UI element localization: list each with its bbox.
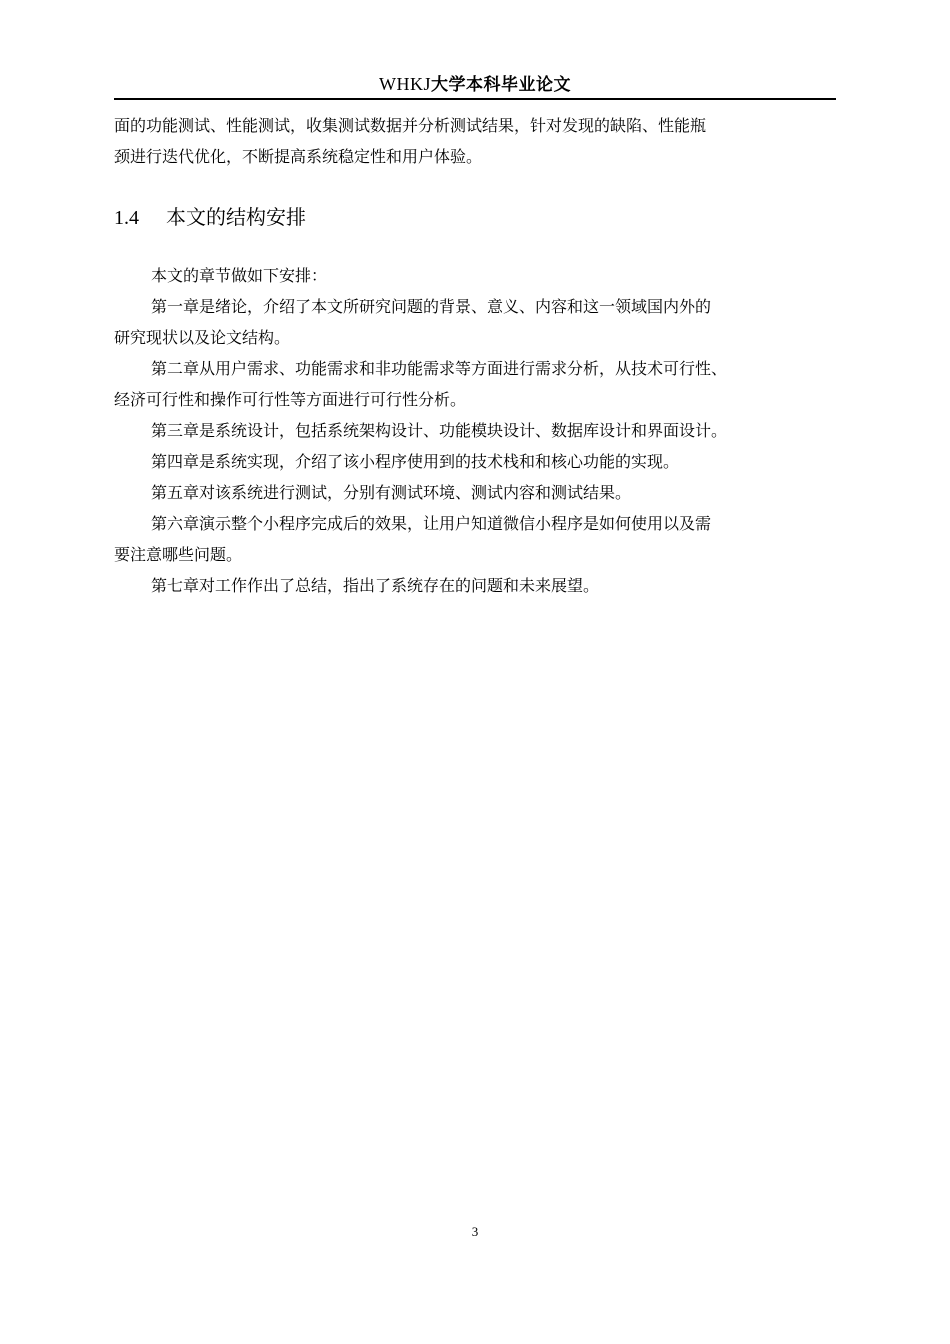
paragraph-line: 要注意哪些问题。 xyxy=(114,545,243,564)
paragraph xyxy=(114,570,836,601)
paragraph-line: 第三章是系统设计，包括系统架构设计、功能模块设计、数据库设计和界面设计。 xyxy=(151,421,728,440)
paragraph xyxy=(114,415,836,446)
page-number: 3 xyxy=(471,1224,479,1239)
section-heading xyxy=(114,200,306,235)
page-header xyxy=(114,70,836,100)
paragraph-line: 第二章从用户需求、功能需求和非功能需求等方面进行需求分析，从技术可行性、 xyxy=(151,359,728,378)
paragraph xyxy=(114,446,836,477)
section-number: 1.4 xyxy=(114,207,139,229)
continued-paragraph xyxy=(114,110,836,172)
paragraph-line: 颈进行迭代优化，不断提高系统稳定性和用户体验。 xyxy=(114,147,483,166)
paragraph-line: 第四章是系统实现，介绍了该小程序使用到的技术栈和和核心功能的实现。 xyxy=(151,452,680,471)
header-title xyxy=(379,75,571,95)
paragraph xyxy=(114,260,836,291)
paragraph xyxy=(114,353,836,384)
paragraph-line: 研究现状以及论文结构。 xyxy=(114,328,291,347)
paragraph-line: 经济可行性和操作可行性等方面进行可行性分析。 xyxy=(114,390,467,409)
paragraph-line: 面的功能测试、性能测试，收集测试数据并分析测试结果，针对发现的缺陷、性能瓶 xyxy=(114,116,707,135)
paragraph-line: 第七章对工作作出了总结，指出了系统存在的问题和未来展望。 xyxy=(151,576,600,595)
section-body xyxy=(114,260,836,601)
section-title: 本文的结构安排 xyxy=(166,205,306,229)
paragraph xyxy=(114,508,836,539)
header-university-code: WHKJ xyxy=(379,74,431,94)
paragraph xyxy=(114,477,836,508)
paragraph xyxy=(114,291,836,322)
paragraph-line: 第一章是绪论，介绍了本文所研究问题的背景、意义、内容和这一领域国内外的 xyxy=(151,297,712,316)
paragraph-line: 本文的章节做如下安排： xyxy=(151,266,328,285)
paragraph-line: 第六章演示整个小程序完成后的效果，让用户知道微信小程序是如何使用以及需 xyxy=(151,514,712,533)
paragraph-line: 第五章对该系统进行测试，分别有测试环境、测试内容和测试结果。 xyxy=(151,483,632,502)
header-thesis-label: 大学本科毕业论文 xyxy=(431,75,571,95)
